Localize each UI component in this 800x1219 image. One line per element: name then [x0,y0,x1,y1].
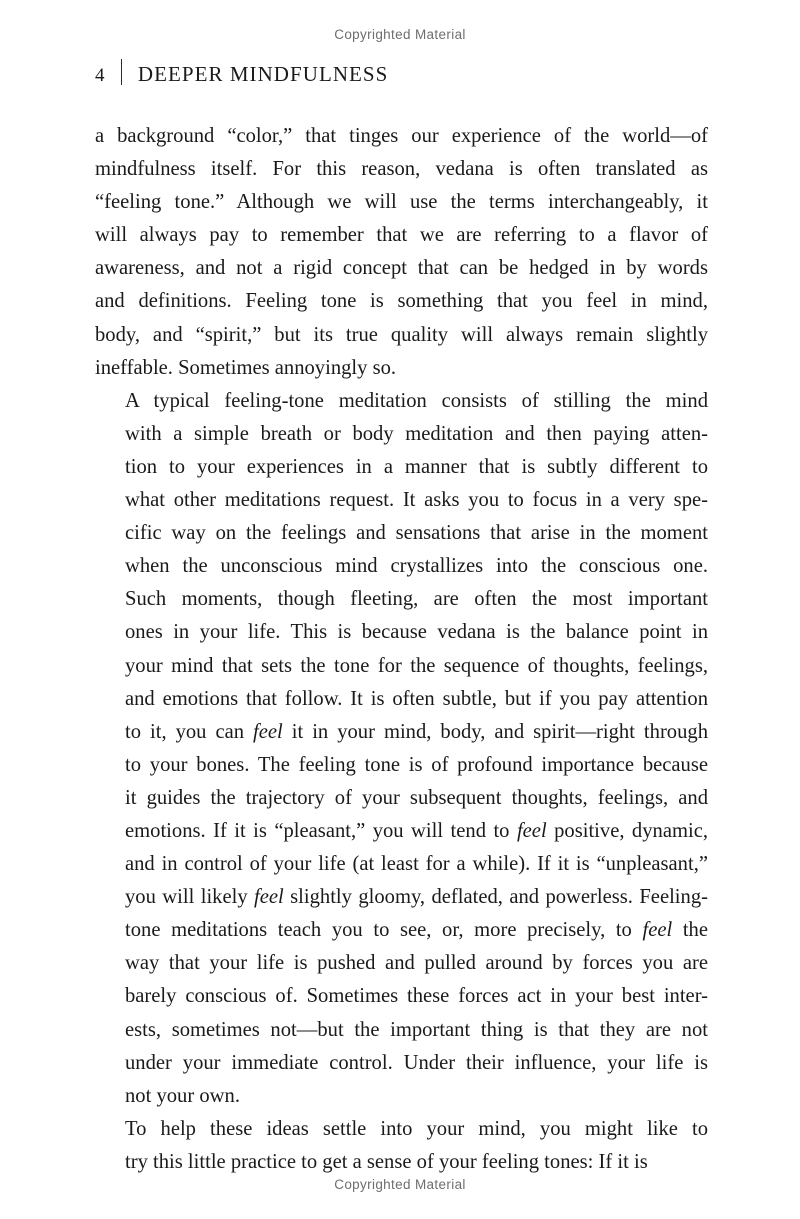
text-line: it guides the trajectory of your subsequent thoughts, feelings, and [125,786,708,809]
paragraph-2 [95,385,708,1113]
text-line: with a simple breath or body meditation and then paying atten- [125,422,708,445]
text-line: mindfulness itself. For this reason, vedana is often translated as [95,158,708,181]
body-text [95,120,708,1179]
text-line: ineffable. Sometimes annoyingly so. [95,356,397,379]
text-line: try this little practice to get a sense of your feeling tones: If it is [125,1150,648,1173]
text-line: to it, you can feel it in your mind, body, and spirit—right through [125,720,708,743]
text-line: To help these ideas settle into your mind, you might like to [125,1117,708,1140]
text-line: awareness, and not a rigid concept that can be hedged in by words [95,257,708,280]
paragraph-3 [95,1113,708,1179]
text-line: tion to your experiences in a manner that is subtly different to [125,455,708,478]
text-line: under your immediate control. Under their influence, your life is [125,1051,708,1074]
text-line: emotions. If it is “pleasant,” you will tend to feel positive, dynamic, [125,819,708,842]
text-line: A typical feeling-tone meditation consists of stilling the mind [125,389,708,412]
text-line: body, and “spirit,” but its true quality will always remain slightly [95,323,708,346]
copyright-watermark-top: Copyrighted Material [334,27,466,42]
text-line: not your own. [125,1084,240,1107]
text-line: and definitions. Feeling tone is something that you feel in mind, [95,290,708,313]
text-line: will always pay to remember that we are referring to a flavor of [95,224,708,247]
text-line: and emotions that follow. It is often subtle, but if you pay attention [125,687,708,710]
text-line: what other meditations request. It asks you to focus in a very spe- [125,489,708,512]
text-line: ests, sometimes not—but the important thing is that they are not [125,1018,708,1041]
book-title: DEEPER MINDFULNESS [137,62,389,86]
paragraph-1 [95,120,708,385]
text-line: cific way on the feelings and sensations that arise in the moment [125,522,708,545]
running-head [95,55,388,85]
text-line: way that your life is pushed and pulled around by forces you are [125,952,708,975]
text-line: “feeling tone.” Although we will use the terms interchangeably, it [95,191,708,214]
text-line: ones in your life. This is because vedana is the balance point in [125,621,708,644]
text-line: you will likely feel slightly gloomy, deflated, and powerless. Feeling- [125,886,708,909]
page-number: 4 [95,65,105,86]
text-line: tone meditations teach you to see, or, more precisely, to feel the [125,919,708,942]
text-line: Such moments, though fleeting, are often the most important [125,588,708,611]
running-head-divider [121,59,122,85]
text-line: when the unconscious mind crystallizes into the conscious one. [125,555,708,578]
text-line: barely conscious of. Sometimes these forces act in your best inter- [125,985,708,1008]
text-line: a background “color,” that tinges our experience of the world—of [95,125,708,147]
text-line: and in control of your life (at least for a while). If it is “unpleasant,” [125,853,708,876]
copyright-watermark-bottom: Copyrighted Material [334,1177,466,1192]
text-line: to your bones. The feeling tone is of profound importance because [125,753,708,776]
text-line: your mind that sets the tone for the sequence of thoughts, feelings, [125,654,708,677]
